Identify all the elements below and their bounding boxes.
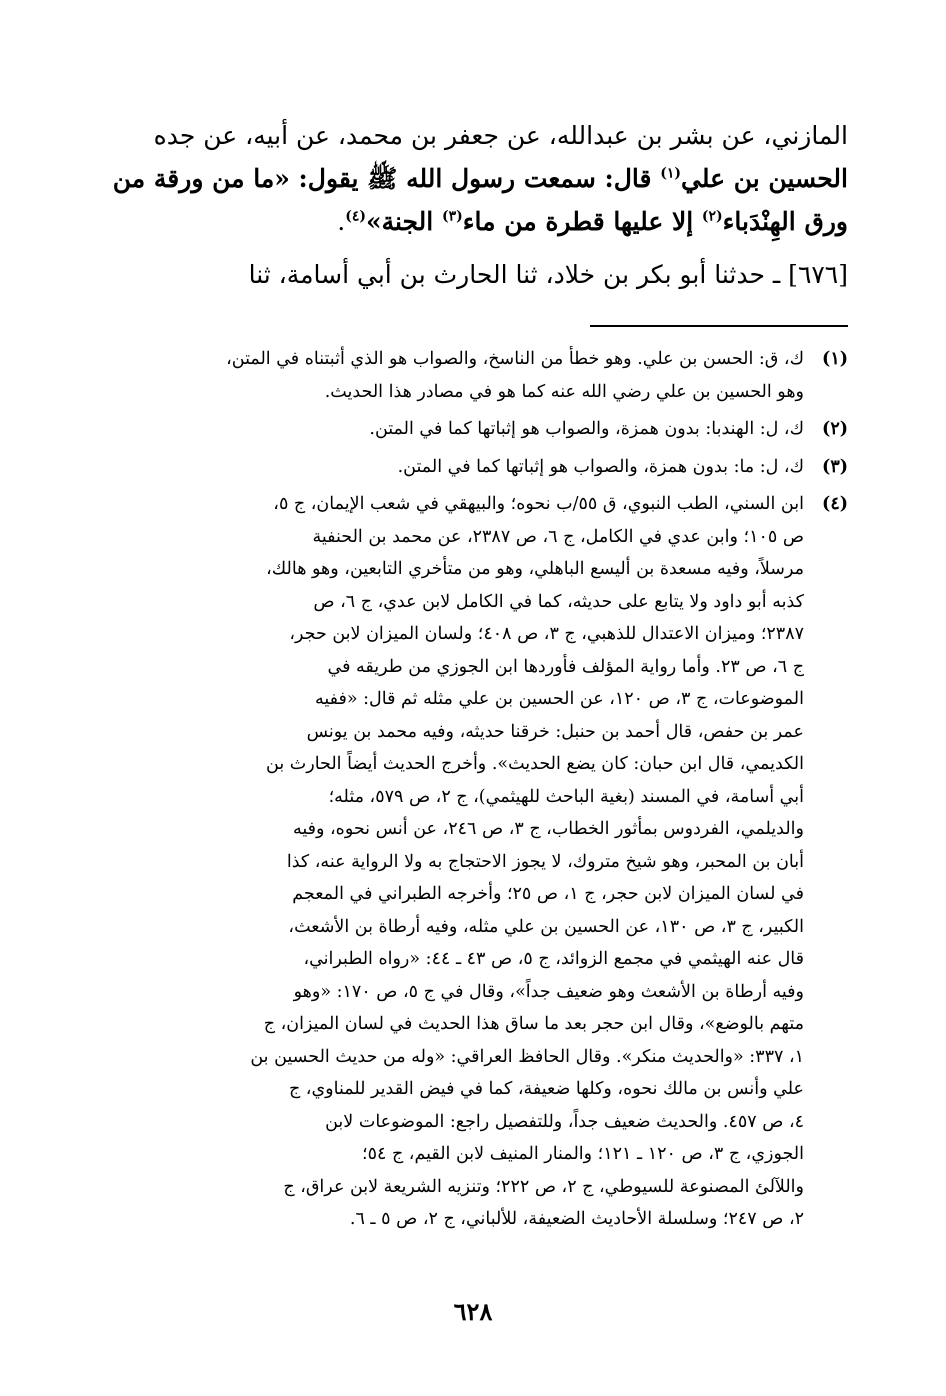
footnote-line: في لسان الميزان لابن حجر، ج ١، ص ٢٥؛ وأخرجه الطبراني في المعجم bbox=[292, 884, 804, 904]
footnote-line: أبان بن المحبر، وهو شيخ متروك، لا يجوز الاحتجاج به ولا الرواية عنه، كذا bbox=[286, 851, 804, 872]
footnote-line: علي وأنس بن مالك نحوه، وكلها ضعيفة، كما في فيض القدير للمناوي، ج bbox=[288, 1079, 804, 1099]
narrator-name: الحسين بن علي bbox=[680, 164, 848, 193]
footnote-line: ٢٣٨٧؛ وميزان الاعتدال للذهبي، ج ٣، ص ٤٠٨؛ ولسان الميزان لابن حجر، bbox=[289, 624, 804, 644]
footnote-line: ك، ق: الحسن بن علي. وهو خطأ من الناسخ، والصواب هو الذي أثبتناه في المتن، bbox=[226, 349, 804, 369]
footnote-line: ك، ل: ما: بدون همزة، والصواب هو إثباتها كما في المتن. bbox=[397, 456, 804, 477]
main-line-1: المازني، عن بشر بن عبدالله، عن جعفر بن محمد، عن أبيه، عن جده bbox=[153, 121, 848, 150]
hadith-text-3: الجنة» bbox=[365, 207, 442, 236]
footnote-line: متهم بالوضع»، وقال ابن حجر بعد ما ساق هذا الحديث في لسان الميزان، ج bbox=[263, 1014, 804, 1034]
footnote-line: الكبير، ج ٣، ص ١٣٠، عن الحسين بن علي مثله، وفيه أرطاة بن الأشعث، bbox=[288, 916, 804, 937]
footnote-text bbox=[96, 413, 804, 446]
footnote-ref-4[interactable]: (٤) bbox=[345, 208, 366, 225]
hadith-period: . bbox=[337, 207, 346, 236]
footnote-line: واللآلئ المصنوعة للسيوطي، ج ٢، ص ٢٢٢؛ وتنزيه الشريعة لابن عراق، ج bbox=[283, 1176, 804, 1197]
footnote-line: ٢، ص ٢٤٧؛ وسلسلة الأحاديث الضعيفة، للألباني، ج ٢، ص ٥ ـ ٦. bbox=[349, 1209, 804, 1229]
footnote-text bbox=[96, 343, 804, 408]
footnote-line: ص ١٠٥؛ وابن عدي في الكامل، ج ٦، ص ٢٣٨٧، عن محمد بن الحنفية bbox=[312, 526, 804, 547]
footnote-line: أبي أسامة، في المسند (بغية الباحث للهيثمي)، ج ٢، ص ٥٧٩، مثله؛ bbox=[328, 786, 804, 807]
footnotes bbox=[96, 343, 848, 1241]
footnote-3 bbox=[96, 451, 848, 484]
footnote-line: ابن السني، الطب النبوي، ق ٥٥/ب نحوه؛ والبيهقي في شعب الإيمان، ج ٥، bbox=[273, 494, 804, 514]
footnote-number: (٣) bbox=[822, 456, 848, 477]
footnote-line: ج ٦، ص ٢٣. وأما رواية المؤلف فأوردها ابن الجوزي من طريقه في bbox=[327, 656, 804, 677]
hadith-676-paragraph: [٦٧٦] ـ حدثنا أبو بكر بن خلاد، ثنا الحارث بن أبي أسامة، ثنا bbox=[248, 260, 848, 289]
hadith-text-1: ورق الهِنْدَباء bbox=[722, 207, 848, 236]
footnote-text bbox=[96, 451, 804, 484]
footnote-line: والديلمي، الفردوس بمأثور الخطاب، ج ٣، ص ٢٤٦، عن أنس نحوه، وفيه bbox=[292, 819, 804, 839]
footnote-line: عمر بن حفص، قال أحمد بن حنبل: خرقنا حديثه، وفيه محمد بن يونس bbox=[306, 721, 804, 742]
footnote-ref-1[interactable]: (١) bbox=[660, 165, 681, 182]
footnote-line: قال عنه الهيثمي في مجمع الزوائد، ج ٥، ص ٤٣ ـ ٤٤: «رواه الطبراني، bbox=[303, 949, 804, 969]
footnote-ref-3[interactable]: (٣) bbox=[441, 208, 463, 225]
footnote-1 bbox=[96, 343, 848, 408]
main-paragraph bbox=[96, 114, 848, 243]
footnote-line: كذبه أبو داود ولا يتابع على حديثه، كما في الكامل لابن عدي، ج ٦، ص bbox=[313, 591, 804, 612]
footnote-4 bbox=[96, 488, 848, 1236]
footnote-number: (٤) bbox=[822, 494, 848, 514]
footnote-ref-2[interactable]: (٢) bbox=[701, 208, 723, 225]
footnote-text bbox=[96, 488, 804, 1236]
main-line-2 bbox=[113, 164, 848, 193]
footnote-line: وهو الحسين بن علي رضي الله عنه كما هو في مصادر هذا الحديث. bbox=[324, 381, 804, 402]
hadith-text-2: إلا عليها قطرة من ماء bbox=[462, 207, 702, 236]
footnote-line: ٤، ص ٤٥٧. والحديث ضعيف جداً، وللتفصيل راجع: الموضوعات لابن bbox=[325, 1111, 804, 1132]
page-number: ٦٢٨ bbox=[453, 1297, 493, 1326]
footnote-line: ك، ل: الهندبا: بدون همزة، والصواب هو إثباتها كما في المتن. bbox=[369, 419, 804, 439]
footnote-number: (٢) bbox=[822, 419, 848, 439]
footnote-line: مرسلاً، وفيه مسعدة بن أليسع الباهلي، وهو من متأخري التابعين، وهو هالك، bbox=[266, 559, 804, 579]
main-line-3 bbox=[345, 207, 848, 236]
footnote-number: (١) bbox=[822, 349, 848, 369]
footnote-line: الكديمي، قال ابن حبان: كان يضع الحديث». وأخرج الحديث أيضاً الحارث بن bbox=[266, 754, 804, 774]
footnote-line: الجوزي، ج ٣، ص ١٢٠ ـ ١٢١؛ والمنار المنيف لابن القيم، ج ٥٤؛ bbox=[361, 1144, 804, 1164]
hadith-start: قال: سمعت رسول الله ﷺ يقول: «ما من ورقة من bbox=[112, 164, 661, 193]
footnote-line: الموضوعات، ج ٣، ص ١٢٠، عن الحسين بن علي مثله ثم قال: «ففيه bbox=[314, 689, 804, 709]
main-text bbox=[96, 114, 848, 296]
footnote-line: وفيه أرطاة بن الأشعث وهو ضعيف جداً»، وقال في ج ٥، ص ١٧٠: «وهو bbox=[293, 981, 804, 1002]
footnote-2 bbox=[96, 413, 848, 446]
footnote-separator bbox=[590, 325, 848, 327]
footnote-line: ١، ٣٣٧: «والحديث منكر». وقال الحافظ العراقي: «وله من حديث الحسين بن bbox=[250, 1046, 804, 1067]
